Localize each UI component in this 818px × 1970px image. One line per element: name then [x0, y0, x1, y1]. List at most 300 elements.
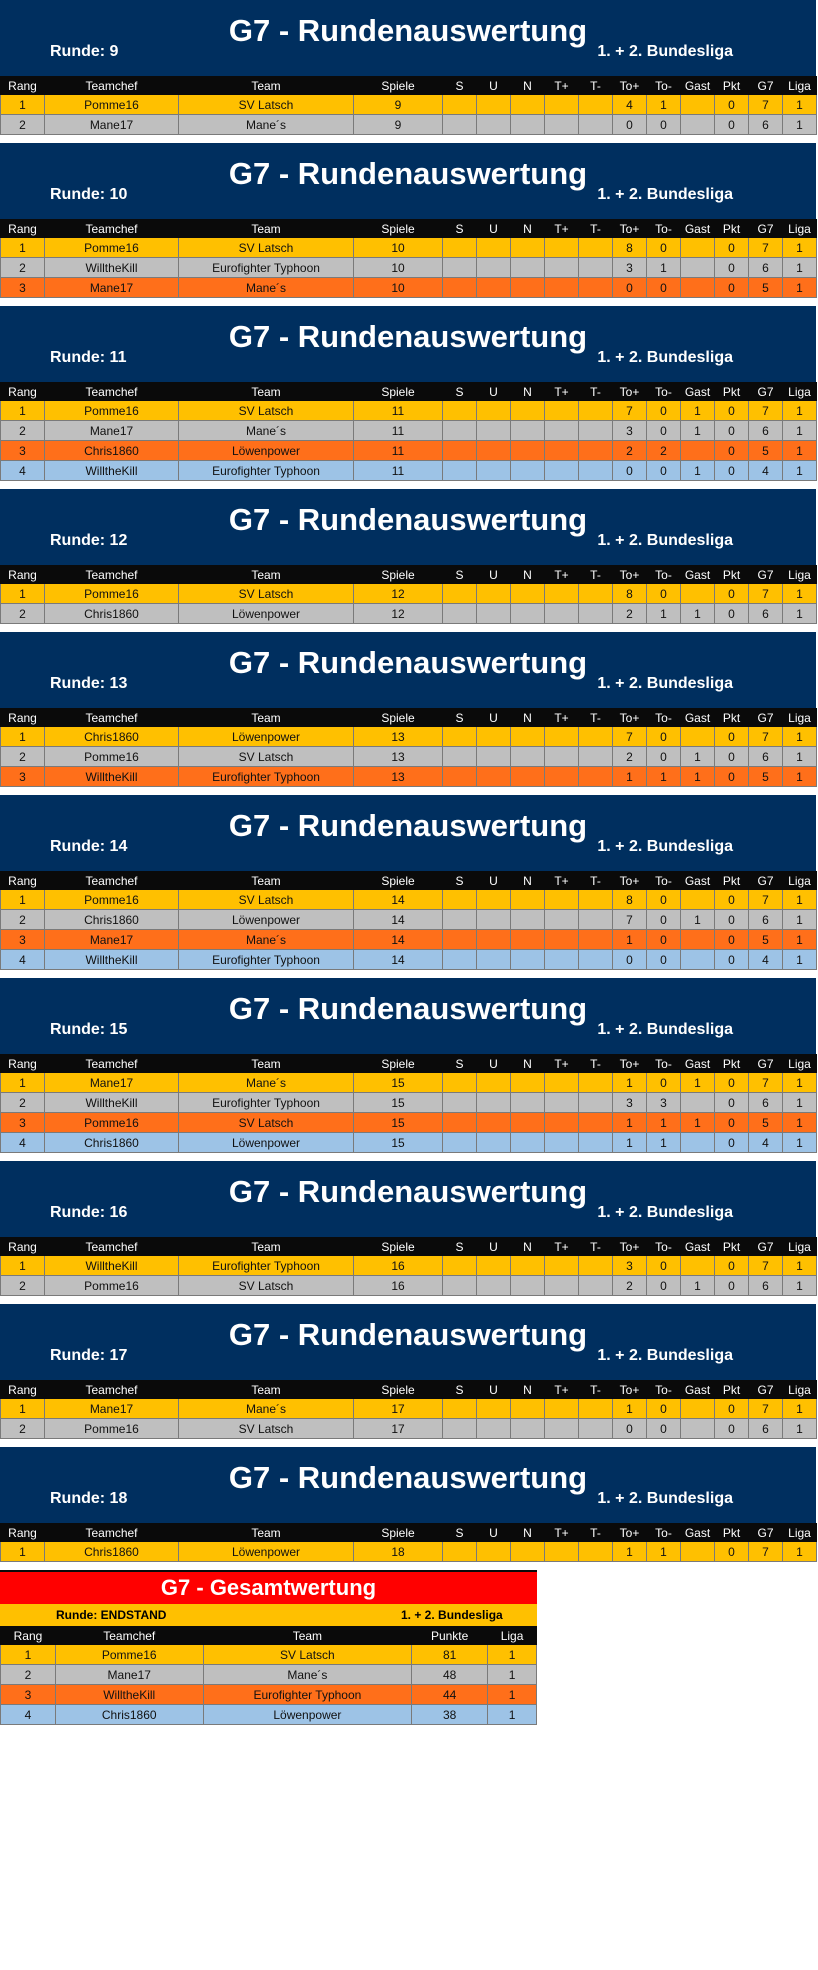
table-cell: Pomme16	[45, 95, 179, 115]
table-cell: 0	[647, 1256, 681, 1276]
table-cell	[545, 441, 579, 461]
round-table	[0, 76, 817, 135]
table-cell: 0	[715, 930, 749, 950]
table-cell: 1	[783, 278, 817, 298]
table-cell: Mane17	[45, 421, 179, 441]
column-header: Gast	[681, 709, 715, 727]
column-header: T-	[579, 1055, 613, 1073]
table-cell: 1	[613, 1399, 647, 1419]
overall-cell: Pomme16	[55, 1645, 203, 1665]
column-header: To-	[647, 1055, 681, 1073]
column-header: S	[443, 220, 477, 238]
table-cell: 3	[647, 1093, 681, 1113]
table-cell	[545, 1113, 579, 1133]
table-cell	[511, 238, 545, 258]
table-cell	[579, 1073, 613, 1093]
table-cell: Löwenpower	[179, 604, 354, 624]
table-cell	[681, 1399, 715, 1419]
table-cell	[477, 115, 511, 135]
table-cell: 1	[681, 910, 715, 930]
table-cell: Mane17	[45, 115, 179, 135]
table-cell	[443, 1542, 477, 1562]
table-cell	[477, 461, 511, 481]
table-cell: 7	[749, 95, 783, 115]
overall-cell: 1	[488, 1685, 537, 1705]
column-header: To-	[647, 566, 681, 584]
table-cell: 14	[354, 950, 443, 970]
round-header	[0, 1447, 816, 1523]
column-header: To+	[613, 1381, 647, 1399]
column-header: Liga	[783, 1238, 817, 1256]
table-cell: 4	[1, 950, 45, 970]
column-header: S	[443, 383, 477, 401]
table-cell: 2	[1, 910, 45, 930]
column-header: To-	[647, 872, 681, 890]
table-cell: 7	[749, 890, 783, 910]
table-cell: 4	[749, 461, 783, 481]
table-cell: 7	[749, 1073, 783, 1093]
column-header: Team	[179, 1381, 354, 1399]
column-header: Gast	[681, 383, 715, 401]
table-cell	[443, 238, 477, 258]
overall-cell: Chris1860	[55, 1705, 203, 1725]
table-cell	[681, 95, 715, 115]
table-cell: WilltheKill	[45, 1093, 179, 1113]
column-header: Team	[179, 1238, 354, 1256]
table-cell: 0	[715, 95, 749, 115]
table-cell	[511, 115, 545, 135]
table-cell: 1	[613, 930, 647, 950]
column-header: Spiele	[354, 566, 443, 584]
table-row	[1, 930, 817, 950]
table-cell: 10	[354, 278, 443, 298]
column-header: Teamchef	[45, 709, 179, 727]
column-header: To+	[613, 1238, 647, 1256]
table-cell: SV Latsch	[179, 238, 354, 258]
table-cell: 2	[647, 441, 681, 461]
table-cell	[477, 1399, 511, 1419]
table-cell	[443, 1256, 477, 1276]
column-header: G7	[749, 1381, 783, 1399]
table-cell: 11	[354, 401, 443, 421]
table-cell	[477, 238, 511, 258]
table-cell: 1	[1, 584, 45, 604]
table-cell	[545, 1542, 579, 1562]
table-cell: 0	[647, 930, 681, 950]
table-cell	[579, 930, 613, 950]
table-cell: 6	[749, 1276, 783, 1296]
table-cell: 0	[715, 1276, 749, 1296]
round-header	[0, 0, 816, 76]
table-cell: Pomme16	[45, 747, 179, 767]
table-cell: SV Latsch	[179, 1276, 354, 1296]
overall-cell: 81	[412, 1645, 488, 1665]
column-header: Team	[179, 77, 354, 95]
table-cell: 1	[647, 1133, 681, 1153]
round-title: G7 - Rundenauswertung	[228, 1460, 588, 1495]
table-cell: 2	[1, 1276, 45, 1296]
round-title: G7 - Rundenauswertung	[228, 1174, 588, 1209]
table-row	[1, 747, 817, 767]
overall-cell: 44	[412, 1685, 488, 1705]
column-header: T+	[545, 77, 579, 95]
table-row	[1, 1276, 817, 1296]
table-cell	[545, 910, 579, 930]
table-cell: 1	[1, 401, 45, 421]
overall-row	[1, 1705, 537, 1725]
table-row	[1, 910, 817, 930]
column-header: S	[443, 566, 477, 584]
table-cell: 0	[647, 401, 681, 421]
table-cell: SV Latsch	[179, 1419, 354, 1439]
table-cell: 18	[354, 1542, 443, 1562]
column-header: U	[477, 1238, 511, 1256]
column-header: N	[511, 220, 545, 238]
table-row	[1, 95, 817, 115]
table-cell: 1	[783, 421, 817, 441]
table-cell	[477, 747, 511, 767]
table-cell	[511, 1133, 545, 1153]
table-cell	[579, 1133, 613, 1153]
column-header: Rang	[1, 77, 45, 95]
table-row	[1, 238, 817, 258]
table-cell	[511, 1276, 545, 1296]
table-cell: Mane17	[45, 930, 179, 950]
table-cell	[477, 604, 511, 624]
table-row	[1, 401, 817, 421]
table-cell	[579, 115, 613, 135]
round-block	[0, 1304, 816, 1439]
table-cell: 0	[647, 1399, 681, 1419]
table-cell: 2	[1, 421, 45, 441]
column-header: T-	[579, 872, 613, 890]
table-cell: 0	[613, 278, 647, 298]
table-cell: 1	[783, 238, 817, 258]
table-cell: 5	[749, 767, 783, 787]
table-cell: 0	[647, 747, 681, 767]
column-header: G7	[749, 1524, 783, 1542]
table-header-row	[1, 77, 817, 95]
table-cell	[579, 1256, 613, 1276]
table-cell	[681, 890, 715, 910]
table-cell: 1	[647, 604, 681, 624]
table-cell	[477, 258, 511, 278]
table-cell	[545, 1093, 579, 1113]
table-cell: Löwenpower	[179, 1542, 354, 1562]
table-cell: 1	[783, 910, 817, 930]
column-header: N	[511, 1524, 545, 1542]
table-cell: Pomme16	[45, 1276, 179, 1296]
table-cell: 7	[613, 401, 647, 421]
column-header: Gast	[681, 77, 715, 95]
round-title: G7 - Rundenauswertung	[228, 1317, 588, 1352]
column-header: U	[477, 1524, 511, 1542]
table-cell: 3	[1, 767, 45, 787]
table-cell: WilltheKill	[45, 258, 179, 278]
column-header: Rang	[1, 1381, 45, 1399]
column-header: Pkt	[715, 872, 749, 890]
column-header: To+	[613, 383, 647, 401]
league-label: 1. + 2. Bundesliga	[597, 186, 733, 203]
table-cell	[443, 910, 477, 930]
table-cell: 2	[1, 258, 45, 278]
table-cell: 0	[647, 1073, 681, 1093]
round-header	[0, 978, 816, 1054]
column-header: T-	[579, 383, 613, 401]
table-cell	[545, 1256, 579, 1276]
column-header: G7	[749, 220, 783, 238]
table-row	[1, 1399, 817, 1419]
table-cell	[511, 1256, 545, 1276]
column-header: N	[511, 566, 545, 584]
table-cell	[511, 258, 545, 278]
column-header: Teamchef	[45, 77, 179, 95]
table-cell	[579, 767, 613, 787]
table-cell: 0	[715, 1133, 749, 1153]
table-cell: 1	[681, 1073, 715, 1093]
table-cell	[443, 441, 477, 461]
table-cell: 1	[783, 115, 817, 135]
table-cell: 3	[1, 278, 45, 298]
table-cell	[477, 950, 511, 970]
round-table	[0, 382, 817, 481]
table-cell: 13	[354, 767, 443, 787]
table-cell	[511, 910, 545, 930]
table-row	[1, 258, 817, 278]
round-label: Runde: 14	[50, 838, 128, 855]
column-header: Gast	[681, 1381, 715, 1399]
table-cell: 1	[613, 1133, 647, 1153]
table-cell: 1	[783, 258, 817, 278]
column-header: T-	[579, 77, 613, 95]
league-label: 1. + 2. Bundesliga	[597, 349, 733, 366]
league-label: 1. + 2. Bundesliga	[597, 532, 733, 549]
table-cell: 6	[749, 421, 783, 441]
table-cell: 2	[613, 604, 647, 624]
table-cell	[545, 950, 579, 970]
column-header: Teamchef	[45, 383, 179, 401]
table-cell	[477, 401, 511, 421]
table-row	[1, 767, 817, 787]
table-header-row	[1, 709, 817, 727]
table-cell	[579, 95, 613, 115]
round-title: G7 - Rundenauswertung	[228, 502, 588, 537]
table-cell	[545, 115, 579, 135]
table-cell: WilltheKill	[45, 1256, 179, 1276]
column-header: Gast	[681, 1055, 715, 1073]
table-cell: Chris1860	[45, 1133, 179, 1153]
table-cell: 1	[647, 95, 681, 115]
table-cell: 11	[354, 461, 443, 481]
column-header: T+	[545, 1238, 579, 1256]
table-cell	[477, 95, 511, 115]
table-row	[1, 950, 817, 970]
table-cell: 0	[715, 1073, 749, 1093]
table-cell	[511, 401, 545, 421]
table-cell: 1	[681, 767, 715, 787]
table-cell	[443, 1276, 477, 1296]
table-cell: 1	[783, 401, 817, 421]
table-cell	[511, 1113, 545, 1133]
table-cell	[579, 584, 613, 604]
table-cell: 3	[613, 258, 647, 278]
table-cell: SV Latsch	[179, 584, 354, 604]
table-cell: Pomme16	[45, 584, 179, 604]
league-label: 1. + 2. Bundesliga	[597, 1490, 733, 1507]
overall-column-header: Punkte	[412, 1627, 488, 1645]
table-cell: 0	[647, 890, 681, 910]
column-header: Teamchef	[45, 1238, 179, 1256]
table-cell	[511, 1073, 545, 1093]
table-cell: Löwenpower	[179, 727, 354, 747]
table-cell	[579, 890, 613, 910]
column-header: Liga	[783, 566, 817, 584]
table-cell: 1	[783, 767, 817, 787]
table-cell: 1	[783, 1093, 817, 1113]
table-header-row	[1, 566, 817, 584]
table-cell: 1	[647, 1542, 681, 1562]
column-header: Liga	[783, 709, 817, 727]
table-row	[1, 1542, 817, 1562]
table-cell: 1	[783, 1399, 817, 1419]
column-header: S	[443, 1055, 477, 1073]
column-header: Pkt	[715, 220, 749, 238]
table-cell: 17	[354, 1419, 443, 1439]
table-cell	[579, 401, 613, 421]
table-cell	[579, 1276, 613, 1296]
overall-row	[1, 1685, 537, 1705]
table-cell: Chris1860	[45, 1542, 179, 1562]
table-cell: 1	[783, 461, 817, 481]
table-cell: 8	[613, 890, 647, 910]
column-header: G7	[749, 77, 783, 95]
table-cell: SV Latsch	[179, 401, 354, 421]
table-cell: 0	[715, 1113, 749, 1133]
column-header: Team	[179, 383, 354, 401]
table-cell	[545, 1419, 579, 1439]
table-cell: 0	[715, 1256, 749, 1276]
table-row	[1, 584, 817, 604]
table-cell	[477, 1256, 511, 1276]
overall-column-header: Team	[203, 1627, 412, 1645]
table-cell: Pomme16	[45, 238, 179, 258]
table-cell: 14	[354, 910, 443, 930]
league-label: 1. + 2. Bundesliga	[597, 675, 733, 692]
table-row	[1, 604, 817, 624]
table-cell: 8	[613, 584, 647, 604]
table-cell: 0	[613, 115, 647, 135]
round-block	[0, 795, 816, 970]
table-cell: 2	[1, 115, 45, 135]
table-cell: 9	[354, 95, 443, 115]
column-header: Spiele	[354, 1381, 443, 1399]
table-cell: 1	[1, 890, 45, 910]
table-cell: Löwenpower	[179, 1133, 354, 1153]
table-cell	[579, 278, 613, 298]
table-cell: 1	[613, 1073, 647, 1093]
table-header-row	[1, 1381, 817, 1399]
column-header: T+	[545, 709, 579, 727]
table-cell	[681, 727, 715, 747]
table-cell: 6	[749, 258, 783, 278]
column-header: Spiele	[354, 872, 443, 890]
round-header	[0, 489, 816, 565]
table-cell	[681, 1256, 715, 1276]
column-header: N	[511, 872, 545, 890]
table-cell: 1	[681, 747, 715, 767]
table-cell	[511, 930, 545, 950]
column-header: N	[511, 383, 545, 401]
overall-cell: 3	[1, 1685, 56, 1705]
column-header: T-	[579, 566, 613, 584]
table-cell: 0	[715, 1542, 749, 1562]
round-title: G7 - Rundenauswertung	[228, 13, 588, 48]
table-cell: 1	[783, 1276, 817, 1296]
table-cell	[511, 767, 545, 787]
table-cell: 15	[354, 1113, 443, 1133]
table-cell	[545, 1073, 579, 1093]
table-cell: 12	[354, 584, 443, 604]
table-cell	[443, 767, 477, 787]
table-cell	[443, 1419, 477, 1439]
table-cell: 1	[783, 604, 817, 624]
column-header: Spiele	[354, 1238, 443, 1256]
table-cell: 1	[647, 767, 681, 787]
table-cell: Pomme16	[45, 1113, 179, 1133]
table-cell	[545, 584, 579, 604]
table-cell	[511, 421, 545, 441]
round-block	[0, 1447, 816, 1562]
column-header: Spiele	[354, 709, 443, 727]
table-cell	[545, 401, 579, 421]
column-header: Team	[179, 1524, 354, 1542]
column-header: To-	[647, 1238, 681, 1256]
table-cell	[511, 604, 545, 624]
table-cell	[545, 1399, 579, 1419]
round-label: Runde: 17	[50, 1347, 128, 1364]
overall-cell: 38	[412, 1705, 488, 1725]
table-cell	[511, 1093, 545, 1113]
column-header: Pkt	[715, 1238, 749, 1256]
table-cell	[443, 258, 477, 278]
league-label: 1. + 2. Bundesliga	[597, 838, 733, 855]
table-cell	[443, 1133, 477, 1153]
table-cell: 13	[354, 727, 443, 747]
table-cell: 0	[647, 584, 681, 604]
table-cell: 7	[749, 584, 783, 604]
column-header: N	[511, 709, 545, 727]
table-cell	[511, 441, 545, 461]
table-cell	[511, 1399, 545, 1419]
table-cell	[443, 421, 477, 441]
overall-row	[1, 1645, 537, 1665]
table-row	[1, 1113, 817, 1133]
round-label: Runde: 11	[50, 349, 127, 366]
round-title: G7 - Rundenauswertung	[228, 991, 588, 1026]
round-label: Runde: 9	[50, 43, 119, 60]
table-cell	[477, 727, 511, 747]
table-cell	[477, 1073, 511, 1093]
table-cell: 3	[613, 1093, 647, 1113]
column-header: Team	[179, 220, 354, 238]
table-cell: Chris1860	[45, 910, 179, 930]
column-header: To-	[647, 383, 681, 401]
column-header: Liga	[783, 1524, 817, 1542]
table-cell: 1	[783, 747, 817, 767]
column-header: S	[443, 1524, 477, 1542]
column-header: To+	[613, 77, 647, 95]
column-header: Pkt	[715, 1524, 749, 1542]
